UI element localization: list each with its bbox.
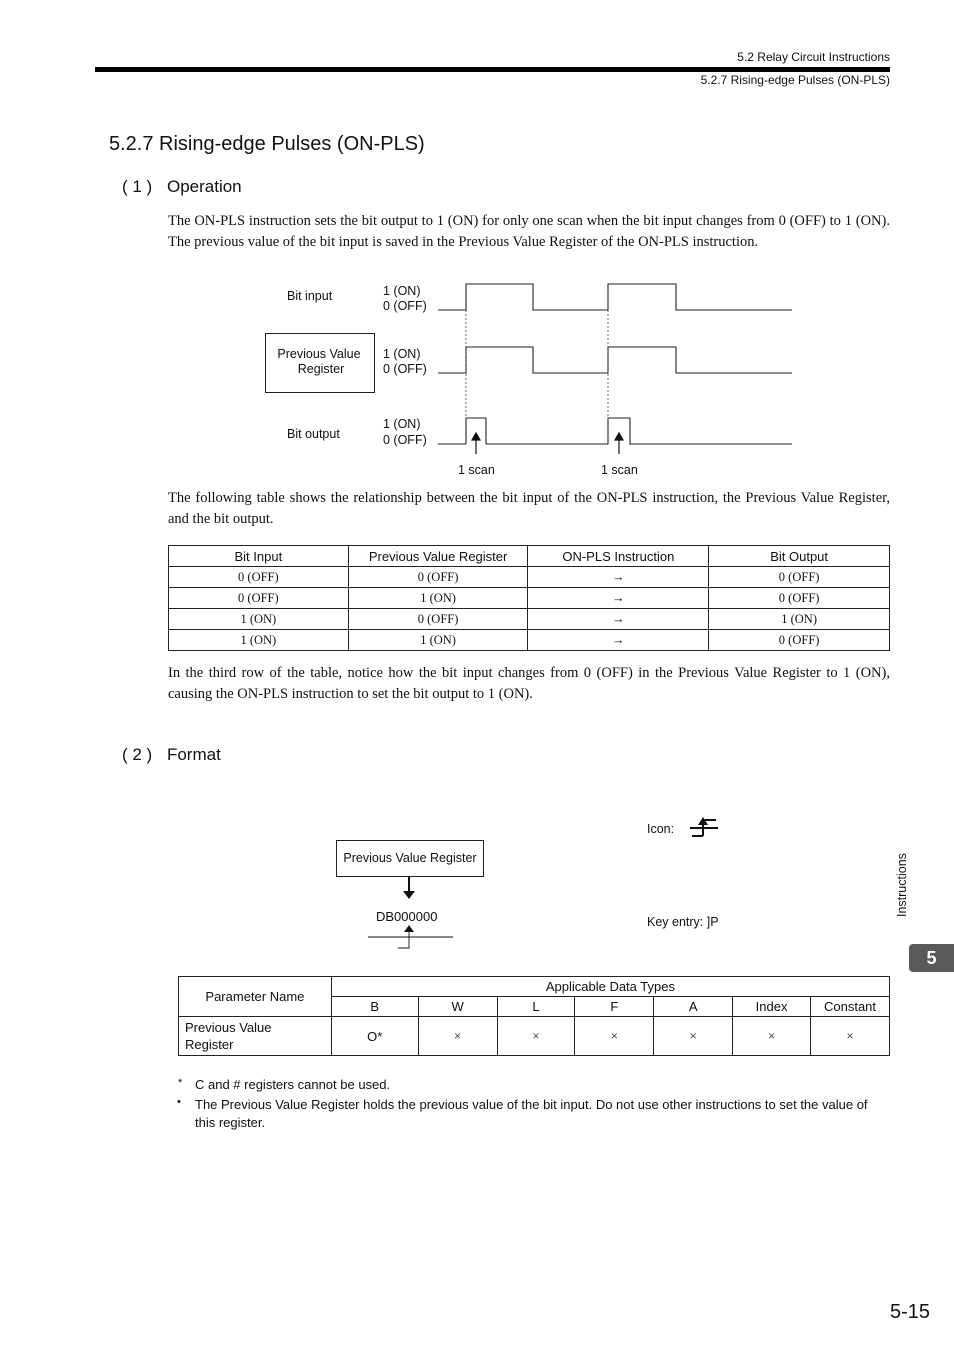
operation-heading-number: ( 1 ) <box>122 177 153 196</box>
type-cell-l: × <box>497 1017 575 1056</box>
icon-label: Icon: <box>647 822 675 836</box>
scan-label-1: 1 scan <box>458 463 495 477</box>
header-on-pls-instruction: ON-PLS Instruction <box>528 546 709 567</box>
param-name-line1: Previous Value <box>185 1020 272 1035</box>
type-header-b: B <box>331 997 418 1017</box>
operation-paragraph-3: In the third row of the table, notice how the bit input changes from 0 (OFF) in the Previous Value Register to 1 (ON), causing the ON-PLS instruction to set the bit output to 1 (ON). <box>168 665 890 702</box>
format-heading-number: ( 2 ) <box>122 745 153 764</box>
note-asterisk: * <box>178 1077 183 1089</box>
table-row <box>169 588 890 609</box>
page-title: 5.2.7 Rising-edge Pulses (ON-PLS) <box>109 133 425 155</box>
prev-value-register-box: Previous Value Register <box>336 840 484 877</box>
arrow-cell: → <box>528 588 709 609</box>
rising-edge-arrow <box>404 925 414 932</box>
bit-input-label: Bit input <box>287 289 333 303</box>
arrow-cell: → <box>528 609 709 630</box>
table-cell: 0 (OFF) <box>169 567 349 588</box>
table-cell: 0 (OFF) <box>348 609 528 630</box>
type-cell-a: × <box>654 1017 733 1056</box>
scan-label-2: 1 scan <box>601 463 638 477</box>
type-cell-w: × <box>418 1017 497 1056</box>
note-text: C and # registers cannot be used. <box>195 1077 391 1092</box>
bit-output-off-label: 0 (OFF) <box>383 433 427 447</box>
arrow-cell: → <box>528 630 709 651</box>
prev-reg-label-line2: Register <box>297 362 345 376</box>
table-row <box>169 630 890 651</box>
data-types-header: Applicable Data Types <box>331 977 889 997</box>
header-bit-input: Bit Input <box>169 546 349 567</box>
type-header-w: W <box>418 997 497 1017</box>
table-cell: 1 (ON) <box>348 630 528 651</box>
header-prev-value-register: Previous Value Register <box>348 546 528 567</box>
operation-paragraph-2: The following table shows the relationship between the bit input of the ON-PLS instruction, the Previous Value Register, and the bit output. <box>168 490 890 527</box>
table-row <box>169 609 890 630</box>
table-cell: 1 (ON) <box>169 609 349 630</box>
table-row <box>179 1017 890 1056</box>
table-row <box>169 567 890 588</box>
scan-arrow-2-head <box>615 433 623 440</box>
chapter-tab: 5 <box>909 944 954 972</box>
type-header-constant: Constant <box>811 997 890 1017</box>
type-header-l: L <box>497 997 575 1017</box>
header-bit-output: Bit Output <box>709 546 890 567</box>
table-cell: 0 (OFF) <box>169 588 349 609</box>
bit-input-waveform <box>438 284 792 310</box>
format-heading <box>122 745 221 765</box>
truth-table <box>168 545 890 651</box>
param-name-line2: Register <box>185 1037 234 1052</box>
register-address: DB000000 <box>376 909 438 924</box>
type-cell-constant: × <box>811 1017 890 1056</box>
operation-heading-text: Operation <box>166 177 242 196</box>
table-cell: 0 (OFF) <box>348 567 528 588</box>
table-cell: 1 (ON) <box>348 588 528 609</box>
bit-output-waveform <box>466 418 792 444</box>
running-header-section: 5.2 Relay Circuit Instructions <box>737 50 890 64</box>
chapter-side-label: Instructions <box>895 853 909 918</box>
on-pls-icon <box>688 814 720 840</box>
type-cell-f: × <box>575 1017 654 1056</box>
type-header-f: F <box>575 997 654 1017</box>
scan-arrow-1-head <box>472 433 480 440</box>
header-rule <box>95 67 890 72</box>
prev-reg-off-label: 0 (OFF) <box>383 362 427 376</box>
bullet-text: The Previous Value Register holds the previous value of the bit input. Do not use other instructions to set the value of this register. <box>195 1097 868 1130</box>
type-cell-b: O* <box>331 1017 418 1056</box>
table-cell: 1 (ON) <box>709 609 890 630</box>
down-arrow-head <box>403 891 415 899</box>
table-cell: 1 (ON) <box>169 630 349 651</box>
type-header-index: Index <box>733 997 811 1017</box>
operation-paragraph-1: The ON-PLS instruction sets the bit output to 1 (ON) for only one scan when the bit input changes from 0 (OFF) to 1 (ON). The previous value of the bit input is saved in the Previous Value Register of the ON-PLS instruction. <box>168 213 890 250</box>
table-cell: 0 (OFF) <box>709 588 890 609</box>
prev-reg-waveform <box>438 347 792 373</box>
prev-reg-on-label: 1 (ON) <box>383 347 421 361</box>
arrow-cell: → <box>528 567 709 588</box>
bit-input-off-label: 0 (OFF) <box>383 299 427 313</box>
running-header-subsection: 5.2.7 Rising-edge Pulses (ON-PLS) <box>700 73 890 87</box>
parameter-table <box>178 976 890 1056</box>
param-name-header: Parameter Name <box>179 977 332 1017</box>
table-cell: 0 (OFF) <box>709 567 890 588</box>
bullet-mark: • <box>177 1096 181 1108</box>
on-pls-ladder-symbol <box>360 876 460 952</box>
key-entry: Key entry: ]P <box>647 915 719 929</box>
page-number: 5-15 <box>889 1301 930 1323</box>
format-heading-text: Format <box>166 745 221 764</box>
timing-diagram <box>255 270 815 485</box>
prev-reg-label-line1: Previous Value <box>277 347 361 361</box>
bit-output-label: Bit output <box>287 427 340 441</box>
bit-input-on-label: 1 (ON) <box>383 284 421 298</box>
operation-heading <box>122 177 242 197</box>
bit-output-on-label: 1 (ON) <box>383 417 421 431</box>
table-cell: 0 (OFF) <box>709 630 890 651</box>
type-cell-index: × <box>733 1017 811 1056</box>
type-header-a: A <box>654 997 733 1017</box>
param-name-cell <box>179 1017 332 1056</box>
